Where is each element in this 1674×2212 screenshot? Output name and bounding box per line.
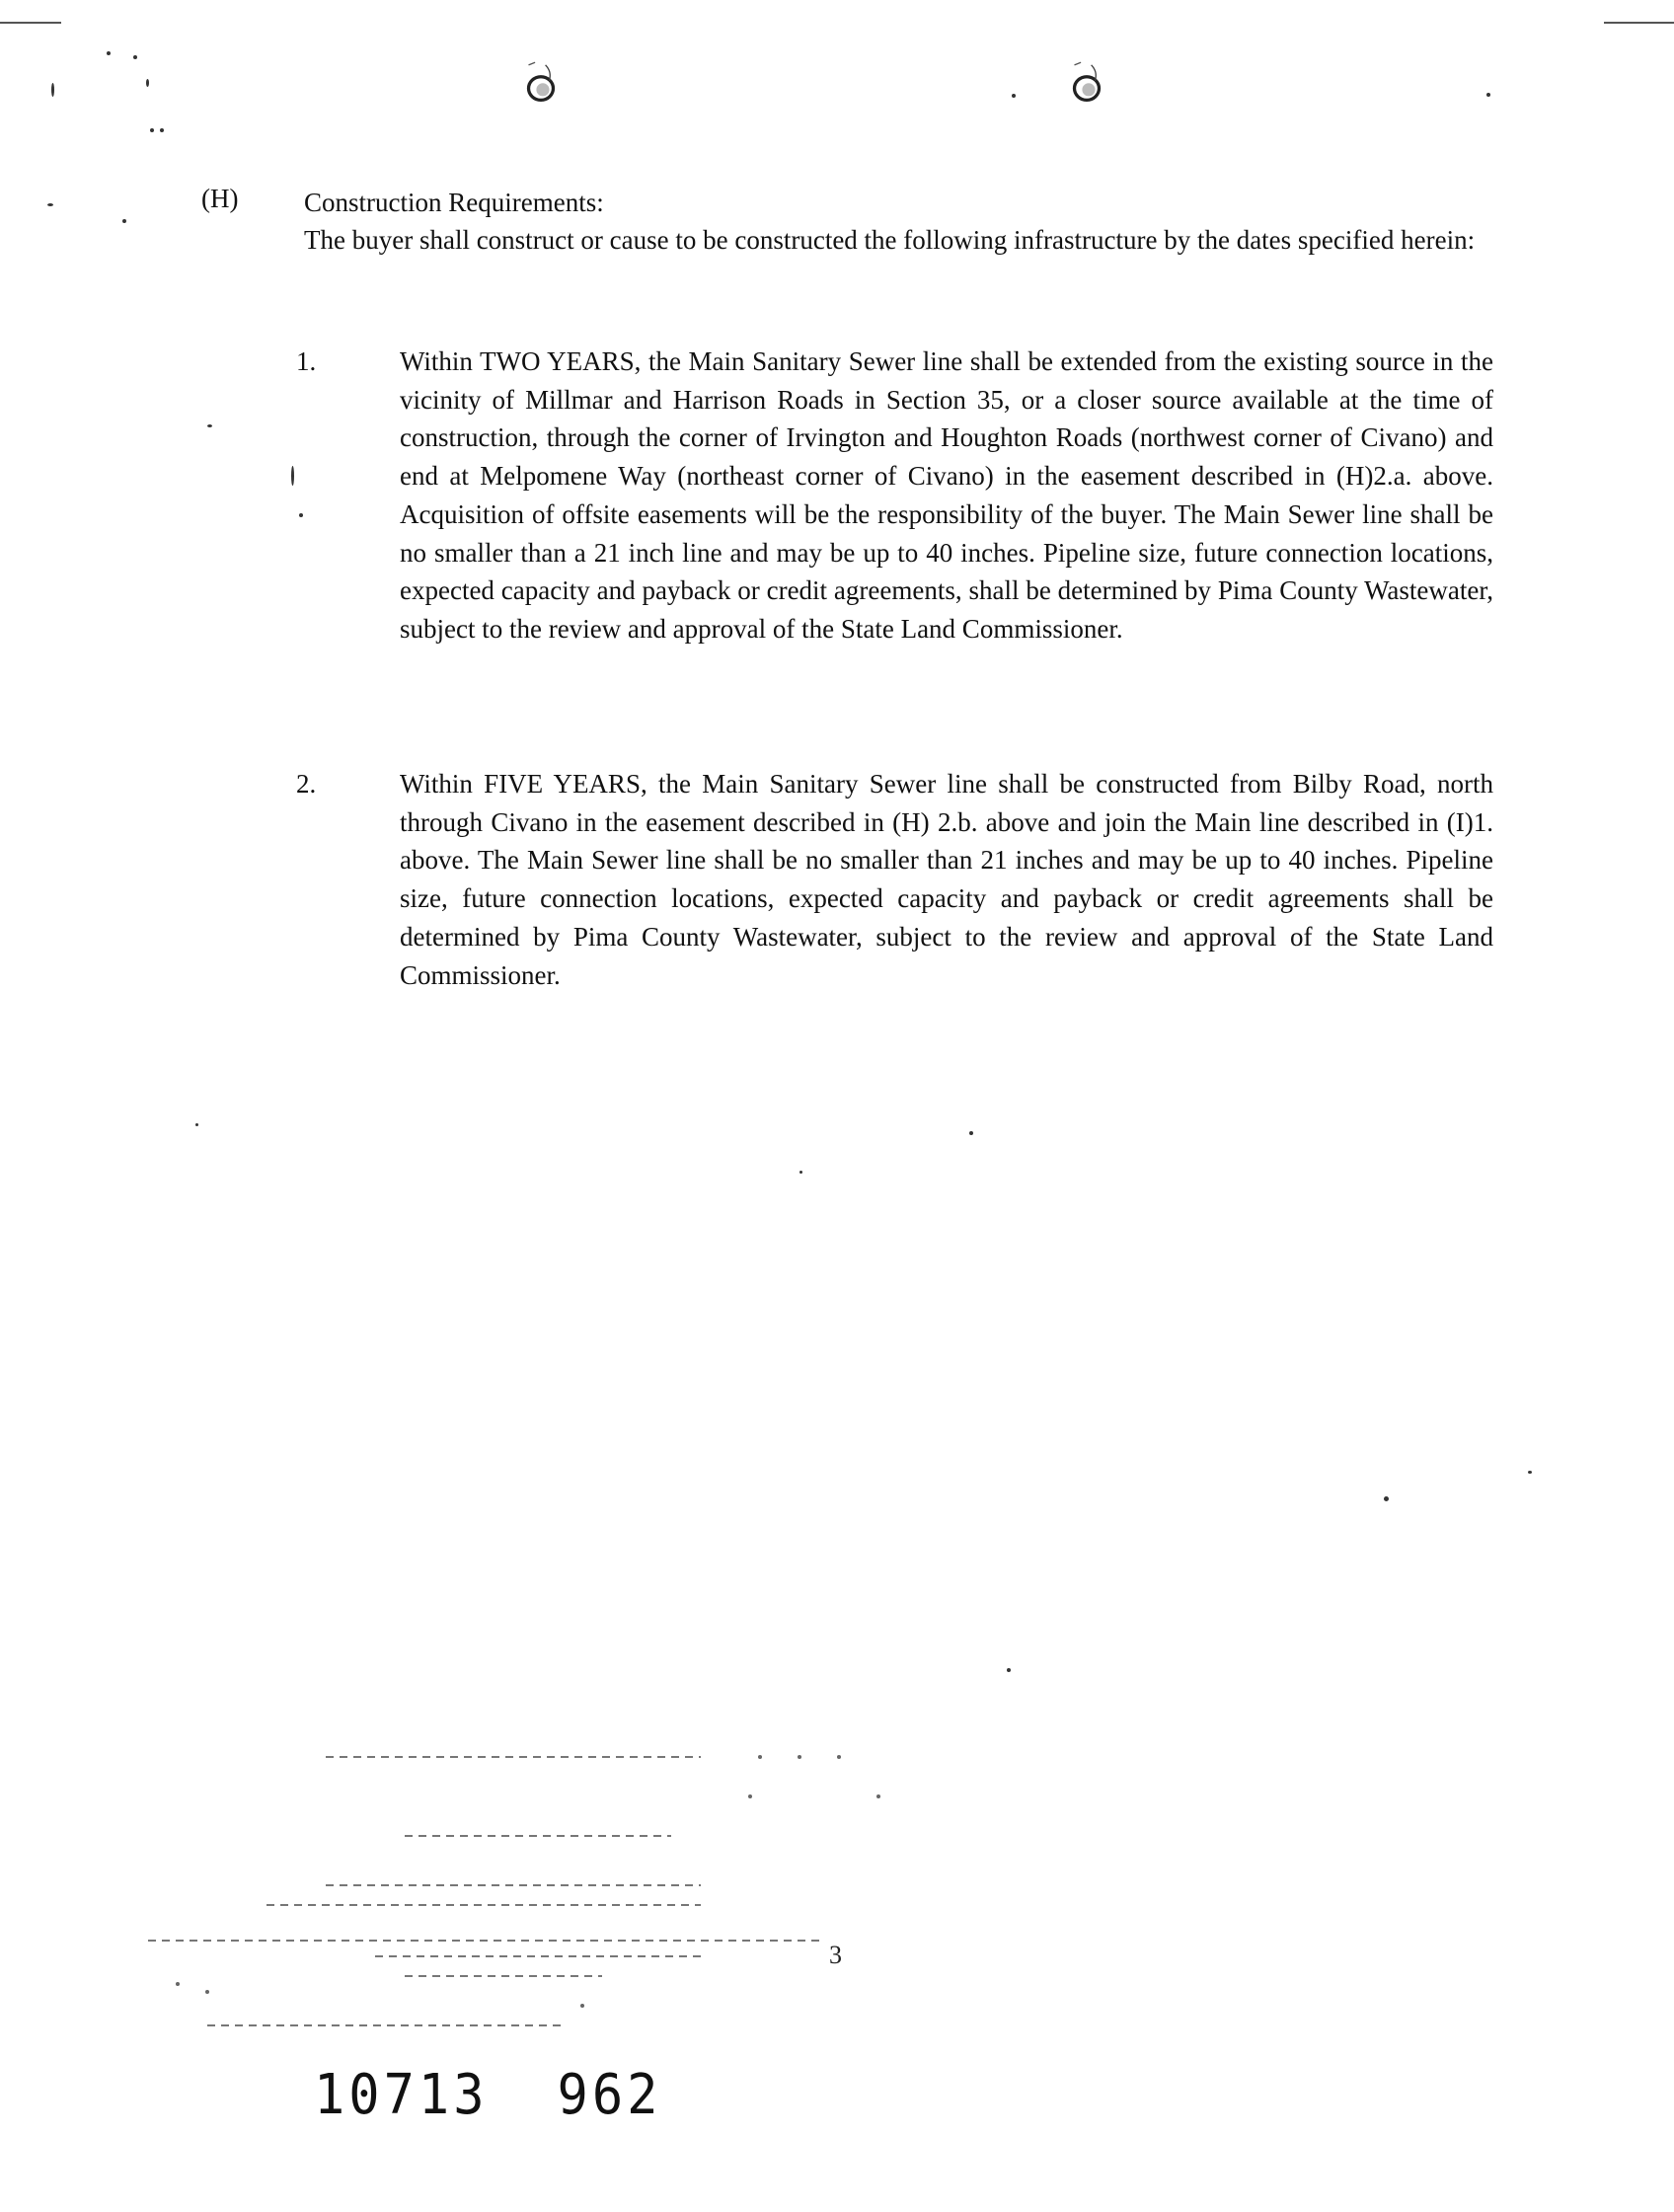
scan-edge-line-left: [0, 22, 61, 24]
item-number: 1.: [296, 346, 317, 376]
scan-speck: [969, 1131, 973, 1135]
scan-speck: [1007, 1668, 1011, 1672]
scan-noise-footer: [148, 1747, 938, 2043]
scan-speck: [107, 51, 111, 55]
scan-speck: [1012, 94, 1016, 98]
section-intro: The buyer shall construct or cause to be constructed the following infrastructure by the dates specified herein:: [304, 225, 1476, 255]
scan-speck: [160, 128, 164, 132]
recording-page-number: 962: [557, 2063, 662, 2127]
scan-speck: [133, 55, 137, 59]
requirement-item: [296, 343, 1493, 727]
scan-speck: [195, 1123, 198, 1126]
recording-book-number: 10713: [314, 2063, 489, 2127]
scan-edge-line-right: [1604, 22, 1674, 24]
scan-speck: [291, 466, 294, 486]
section-heading: Construction Requirements:: [304, 188, 604, 217]
item-number: 2.: [296, 769, 317, 799]
requirement-item: [296, 765, 1493, 1041]
scan-speck: [1486, 93, 1490, 97]
scan-speck: [150, 128, 154, 132]
scan-speck: [47, 203, 53, 206]
scan-speck: [1528, 1471, 1532, 1474]
scan-speck: [1384, 1496, 1389, 1501]
punch-hole-left-icon: [518, 57, 564, 103]
section-block: [304, 184, 1493, 259]
item-text: Within FIVE YEARS, the Main Sanitary Sewer line shall be constructed from Bilby Road, north through Civano in the easement described in (H) 2.b. above and join the Main line described in (I)1. above. The Main Sewer line shall be no smaller than 21 inches and may be up to 40 inches. Pipeline size, future connection locations, expected capacity and payback or credit agreements shall be determined by Pima County Wastewater, subject to the review and approval of the State Land Commissioner.: [400, 769, 1493, 990]
scan-speck: [51, 83, 54, 97]
item-text: Within TWO YEARS, the Main Sanitary Sewer line shall be extended from the existing source in the vicinity of Millmar and Harrison Roads in Section 35, or a closer source available at the time of construction, through the corner of Irvington and Houghton Roads (northwest corner of Civano) and end at Melpomene Way (northeast corner of Civano) in the easement described in (H)2.a. above. Acquisition of offsite easements will be the responsibility of the buyer. The Main Sewer line shall be no smaller than a 21 inch line and may be up to 40 inches. Pipeline size, future connection locations, expected capacity and payback or credit agreements, shall be determined by Pima County Wastewater, subject to the review and approval of the State Land Commissioner.: [400, 346, 1493, 644]
page-number: 3: [829, 1941, 842, 1969]
scan-speck: [146, 79, 149, 87]
punch-hole-right-icon: [1064, 57, 1109, 103]
section-marker: (H): [201, 184, 239, 213]
scan-speck: [799, 1171, 802, 1174]
scan-speck: [207, 424, 212, 427]
recording-stamp: [314, 2063, 661, 2127]
scan-speck: [122, 219, 126, 223]
